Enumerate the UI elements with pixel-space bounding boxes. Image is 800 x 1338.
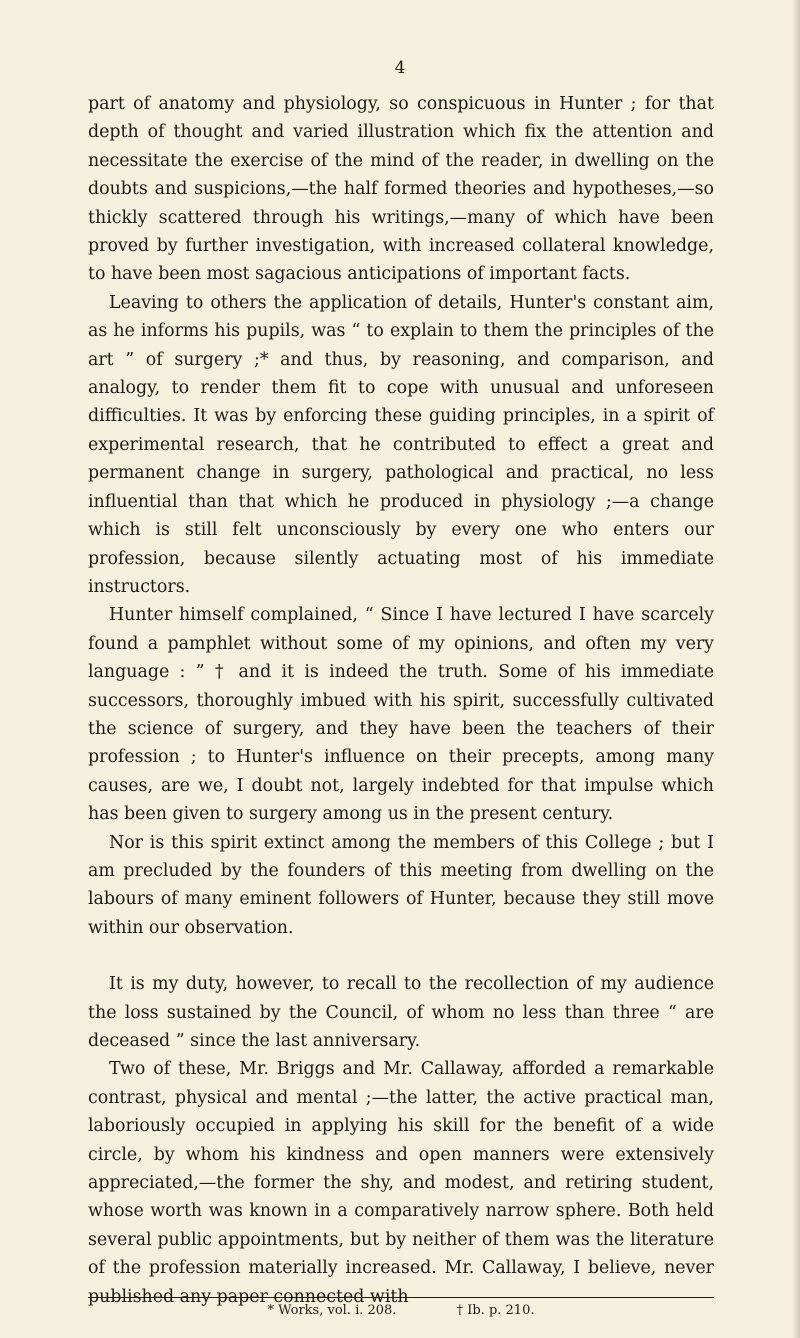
paragraph-4: Nor is this spirit extinct among the members of this College ; but I am precluded by the founders of this meeting from dwelling on the labours of many eminent followers of Hunter, because they still move within our observation. (88, 832, 714, 938)
body-text (88, 90, 714, 1311)
paragraph-3: Hunter himself complained, “ Since I have lectured I have scarcely found a pamphlet without some of my opinions, and often my very language : ” † and it is indeed the truth. Some of his immediate successors, thoroughly imbued with his spirit, successfully cultivated the science of surgery, and they have been the teachers of their profession ; to Hunter's influence on their precepts, among many causes, are we, I doubt not, largely indebted for that impulse which has been given to surgery among us in the present century. (88, 605, 714, 825)
page-number: 4 (394, 58, 406, 78)
footnote-2: † Ib. p. 210. (456, 1303, 535, 1318)
footnote-rule (88, 1297, 714, 1298)
paragraph-6: Two of these, Mr. Briggs and Mr. Callaway, afforded a remarkable contrast, physical and mental ;—the latter, the active practical man, laboriously occupied in applying his skill for the benefit of a wide circle, by whom his kindness and open manners were extensively appreciated,—the former the shy, and modest, and retiring student, whose worth was known in a comparatively narrow sphere. Both held several public appointments, but by neither of them was the literature of the profession materially increased. Mr. Callaway, I believe, never published any paper connected with (88, 1059, 714, 1307)
paragraph-1: part of anatomy and physiology, so conspicuous in Hunter ; for that depth of thought and varied illustration which fix the attention and necessitate the exercise of the mind of the reader, in dwelling on the doubts and suspicions,—the half formed theories and hypotheses,—so thickly scattered through his writings,—many of which have been proved by further investigation, with increased collateral knowledge, to have been most sagacious anticipations of important facts. (88, 94, 714, 285)
paragraph-2: Leaving to others the application of details, Hunter's constant aim, as he informs his pupils, was “ to explain to them the principles of the art ” of surgery ;* and thus, by reasoning, and comparison, and analogy, to render them fit to cope with unusual and unforeseen difficulties. It was by enforcing these guiding principles, in a spirit of experimental research, that he contributed to effect a great and permanent change in surgery, pathological and practical, no less influential than that which he produced in physiology ;—a change which is still felt unconsciously by every one who enters our profession, because silently actuating most of his immediate instructors. (88, 292, 714, 597)
footnote-1: * Works, vol. i. 208. (267, 1303, 397, 1318)
paragraph-5: It is my duty, however, to recall to the recollection of my audience the loss sustained by the Council, of whom no less than three “ are deceased ” since the last anniversary. (88, 974, 714, 1051)
footnotes (88, 1302, 714, 1320)
section-gap (88, 942, 714, 970)
page-edge-shadow (792, 0, 800, 1338)
